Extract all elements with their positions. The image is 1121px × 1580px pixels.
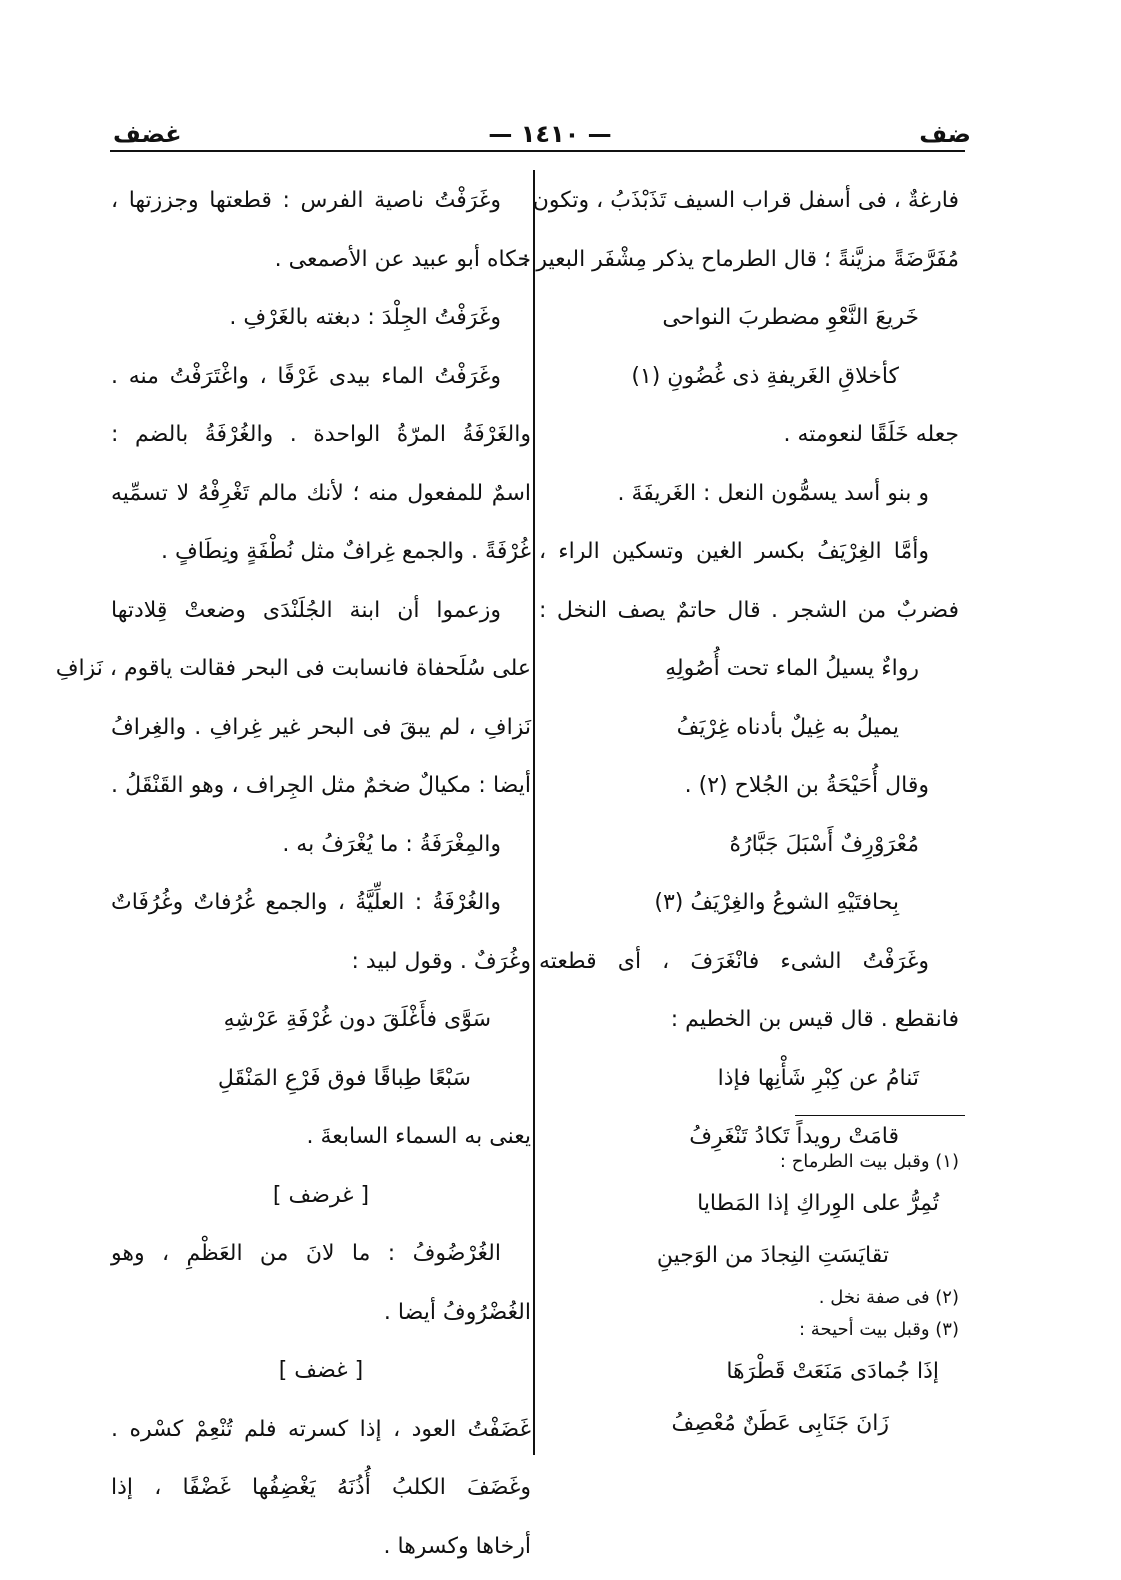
verse-line: تَنامُ عن كِبْرِ شَأْنِها فإذا	[717, 1065, 919, 1091]
verse-line: بِحافتَيْهِ الشوعُ والغِرْيَفُ (٣)	[654, 890, 899, 915]
text-line: و بنو أسد يسمُّون النعل : الغَريفَةَ .	[617, 480, 929, 506]
footnote-verse: زَانَ جَنَابِى عَطَنٌ مُعْصِفُ	[671, 1411, 889, 1436]
text-line: الغُرْضُوفُ : ما لانَ من العَظْمِ ، وهو	[111, 1241, 501, 1266]
text-line: يعنى به السماء السابعةَ .	[306, 1124, 531, 1149]
text-line: فارغةٌ ، فى أسفل قراب السيف تَذَبْذَبُ ، وتكون	[532, 188, 959, 213]
text-line: وأمَّا الغِرْيَفُ بكسر الغين وتسكين الراء ،	[539, 539, 929, 564]
header-rule	[110, 150, 965, 152]
text-line: على سُلَحفاة فانسابت فى البحر فقالت ياقوم ، نَزافِ	[55, 656, 531, 681]
text-line: جعله خَلَقًا لنعومته .	[783, 422, 959, 447]
text-line: وزعموا أن ابنة الجُلَنْدَى وضعتْ قِلادتها	[111, 597, 501, 623]
text-line: وغَرَفْتُ الماء بيدى غَرْفًا ، واغْتَرَفْتُ منه .	[111, 363, 501, 389]
verse-line: مُعْرَوْرِفٌ أَسْبَلَ جَبَّارُهُ	[729, 831, 919, 857]
verse-line: خَريعَ النَّعْوِ مضطربَ النواحى	[662, 305, 919, 330]
text-line: نَزافِ ، لم يبقَ فى البحر غير غِرافِ . والغِرافُ	[111, 714, 531, 740]
text-line: غَضَفْتُ العود ، إذا كسرته فلم تُنْعِمْ كسْره .	[111, 1416, 531, 1442]
text-line: الغُضْرُوفُ أيضا .	[383, 1299, 531, 1325]
header-left-word: غضف	[113, 120, 182, 148]
header-right-word: ضف	[919, 120, 971, 148]
footnote-verse: تُمِرُّ على الوِراكِ إذا المَطايا	[697, 1191, 939, 1216]
text-line: وقال أُحَيْحَةُ بن الجُلاح (٢) .	[684, 773, 929, 798]
text-line: والمِغْرَفَةُ : ما يُغْرَفُ به .	[282, 831, 501, 857]
text-line: فضربٌ من الشجر . قال حاتمٌ يصف النخل :	[539, 597, 959, 623]
text-line: غُرْفَةً . والجمع غِرافٌ مثل نُطْفَةٍ ونِطَافٍ .	[160, 539, 531, 564]
entry-heading: [ غرضف ]	[272, 1182, 370, 1208]
verse-line: يميلُ به غِيلٌ بأدناه غِرْيَفُ	[676, 714, 899, 740]
text-line: فانقطع . قال قيس بن الخطيم :	[670, 1007, 959, 1032]
verse-line: كأخلاقِ الغَريفةِ ذى غُضُونِ (١)	[631, 363, 899, 389]
verse-line: سَبْعًا طِباقًا فوق فَرْعِ المَنْقَلِ	[217, 1065, 471, 1091]
footnote-label: (٣) وقبل بيت أحيحة :	[799, 1319, 959, 1340]
entry-heading: [ غضف ]	[278, 1358, 364, 1383]
text-line: وغُرَفٌ . وقول لبيد :	[351, 948, 531, 974]
page-number: — ١٤١٠ —	[488, 120, 612, 148]
verse-line: سَوَّى فأَغْلَقَ دون غُرْفَةِ عَرْشِهِ	[223, 1007, 491, 1032]
text-line: وغَرَفْتُ ناصية الفرس : قطعتها وجززتها ،	[111, 188, 501, 213]
text-line: والغَرْفَةُ المرّةُ الواحدة . والغُرْفَةُ بالضم :	[111, 422, 531, 447]
verse-line: قامَتْ رويداً تَكادُ تَنْغَرِفُ	[689, 1124, 899, 1149]
text-line: اسمٌ للمفعول منه ؛ لأنك مالم تَغْرِفْهُ لا تسمِّيه	[111, 480, 531, 506]
footnote-rule	[795, 1115, 965, 1116]
text-line: أيضا : مكيالٌ ضخمٌ مثل الجِراف ، وهو القَنْقَلُ .	[111, 773, 531, 798]
text-line: وغَرَفْتُ الجِلْدَ : دبغته بالغَرْفِ .	[229, 305, 501, 330]
text-line: حكاه أبو عبيد عن الأصمعى .	[274, 246, 531, 272]
footnote-label: (٢) فى صفة نخل .	[818, 1287, 959, 1308]
text-line: وغَضَفَ الكلبُ أُذُنَهُ يَغْضِفُها غَضْفًا ، إذا	[111, 1475, 531, 1500]
footnote-verse: إذَا جُمادَى مَنَعَتْ قَطْرَهَا	[726, 1359, 939, 1384]
left-column	[55, 172, 531, 1576]
text-line: والغُرْفَةُ : العلِّيَّةُ ، والجمع غُرُفاتٌ وغُرُفَاتٌ	[111, 890, 501, 915]
text-line: أرخاها وكسرها .	[383, 1533, 531, 1559]
verse-line: رواءٌ يسيلُ الماء تحت أُصُولِهِ	[665, 656, 919, 681]
text-line: مُفَرَّضَةً مزيَّنةً ؛ قال الطرماح يذكر مِشْفَر البعير :	[521, 246, 959, 272]
footnotes	[539, 1146, 959, 1450]
column-divider	[533, 170, 535, 1455]
footnote-label: (١) وقبل بيت الطرماح :	[779, 1151, 959, 1172]
text-line: وغَرَفْتُ الشىء فانْغَرَفَ ، أى قطعته	[539, 948, 929, 974]
footnote-verse: تقايَسَتِ النِجادَ من الوَجينِ	[656, 1243, 889, 1268]
right-column	[521, 172, 959, 1167]
